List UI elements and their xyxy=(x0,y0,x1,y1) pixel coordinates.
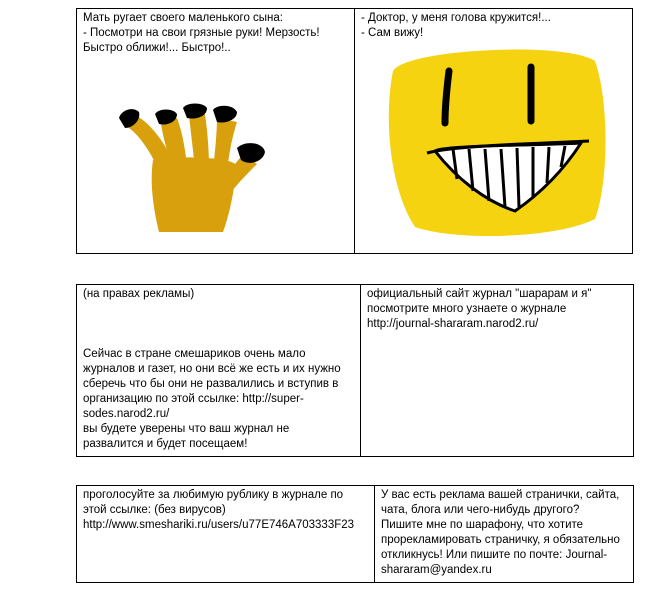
joke-cell-smiley xyxy=(355,9,633,254)
smiley-face-drawing xyxy=(355,41,632,246)
vote-line: этой ссылке: (без вирусов) xyxy=(83,504,226,516)
ad-text-site xyxy=(361,285,633,332)
nail-4 xyxy=(213,106,237,123)
contact-text xyxy=(375,486,633,578)
joke-line: - Сам вижу! xyxy=(361,27,424,39)
ad-line: вы будете уверены что ваш журнал не xyxy=(83,423,290,435)
contact-line: откликнусь! Или пишите по почте: Journal- xyxy=(381,549,608,561)
vote-table xyxy=(76,485,634,583)
contact-line: У вас есть реклама вашей странички, сайта, xyxy=(381,489,620,501)
ad-line: посмотрите много узнаете о журнале xyxy=(367,303,567,315)
ad-line: журналов и газет, но они всё же есть и их нужно xyxy=(83,363,341,375)
ad-cell-site xyxy=(361,285,634,457)
joke-line: Мать ругает своего маленького сына: xyxy=(83,12,283,24)
joke-cell-hand xyxy=(77,9,355,254)
hand-drawing xyxy=(77,56,354,246)
vote-cell xyxy=(77,486,375,583)
ad-cell-organization xyxy=(77,285,361,457)
left-eye xyxy=(445,71,449,123)
nail-5 xyxy=(237,143,265,163)
joke-line: - Доктор, у меня голова кружится!... xyxy=(361,12,551,24)
contact-cell xyxy=(375,486,634,583)
joke-text-smiley xyxy=(355,9,632,41)
ad-line: официальный сайт журнал "шарарам и я" xyxy=(367,288,592,300)
joke-line: - Посмотри на свои грязные руки! Мерзость! xyxy=(83,27,320,39)
contact-line: чата, блога или чего-нибудь другого? xyxy=(381,504,580,516)
contact-line: Пишите мне по шарафону, что хотите xyxy=(381,519,584,531)
ad-line: sodes.narod2.ru/ xyxy=(83,408,170,420)
vote-line: проголосуйте за любимую рублику в журнале по xyxy=(83,489,344,501)
contact-email[interactable]: shararam@yandex.ru xyxy=(381,564,492,576)
ad-line: развалится и будет посещаем! xyxy=(83,438,248,450)
ad-text-organization xyxy=(77,285,360,452)
vote-text xyxy=(77,486,374,533)
site-link[interactable]: http://journal-shararam.narod2.ru/ xyxy=(367,318,539,330)
joke-table xyxy=(76,8,633,254)
joke-line: Быстро оближи!... Быстро!.. xyxy=(83,42,231,54)
ad-line: Сейчас в стране смешариков очень мало xyxy=(83,348,306,360)
ad-line: организацию по этой ссылке: http://super- xyxy=(83,393,304,405)
palm xyxy=(152,157,236,232)
contact-line: прорекламировать страничку, я обязательно xyxy=(381,534,620,546)
joke-text-hand xyxy=(77,9,354,56)
ad-line: сберечь что бы они не развалились и вступив в xyxy=(83,378,339,390)
ad-tag: (на правах рекламы) xyxy=(83,288,195,300)
ads-table xyxy=(76,284,634,457)
vote-link[interactable]: http://www.smeshariki.ru/users/u77E746A703333F23 xyxy=(83,519,355,531)
